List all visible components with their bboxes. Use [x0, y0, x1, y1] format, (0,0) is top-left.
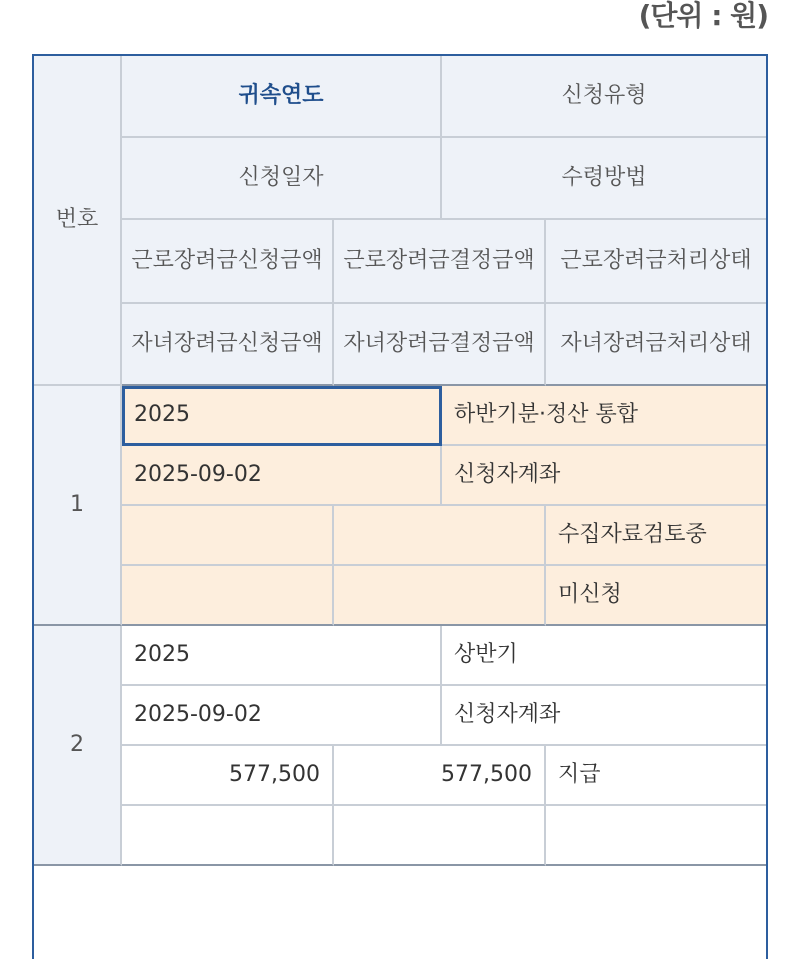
- header-number: 번호: [34, 56, 122, 386]
- row-receive-method-cell[interactable]: 신청자계좌: [442, 446, 766, 506]
- row-work-apply-amount-cell[interactable]: [122, 506, 334, 566]
- table-row-number: 1: [34, 386, 122, 626]
- row-work-decided-amount-cell[interactable]: [334, 506, 546, 566]
- header-apply-type: 신청유형: [442, 56, 766, 138]
- row-child-apply-amount-cell[interactable]: [122, 566, 334, 626]
- header-work-apply-amount-text: 근로장려금신청금액: [131, 248, 323, 273]
- header-apply-date: 신청일자: [122, 138, 442, 220]
- header-work-status-text: 근로장려금처리상태: [560, 248, 752, 273]
- row-receive-method-cell[interactable]: 신청자계좌: [442, 686, 766, 746]
- row-work-status-cell[interactable]: 지급: [546, 746, 766, 806]
- row-apply-type-cell[interactable]: 상반기: [442, 626, 766, 686]
- refund-application-table: [32, 54, 768, 959]
- header-child-decided-amount: [334, 304, 546, 386]
- row-child-apply-amount-cell[interactable]: [122, 806, 334, 866]
- header-work-apply-amount: [122, 220, 334, 304]
- row-work-status-cell[interactable]: 수집자료검토중: [546, 506, 766, 566]
- header-child-status: [546, 304, 766, 386]
- header-work-decided-amount-text: 근로장려금결정금액: [343, 248, 535, 273]
- header-year[interactable]: 귀속연도: [122, 56, 442, 138]
- row-work-decided-amount-cell[interactable]: 577,500: [334, 746, 546, 806]
- header-child-apply-amount: [122, 304, 334, 386]
- row-child-status-cell[interactable]: [546, 806, 766, 866]
- header-child-apply-amount-text: 자녀장려금신청금액: [131, 331, 323, 356]
- unit-label: (단위 : 원): [638, 0, 768, 32]
- row-apply-date-cell[interactable]: 2025-09-02: [122, 686, 442, 746]
- row-apply-type-cell[interactable]: 하반기분·정산 통합: [442, 386, 766, 446]
- row-year-cell[interactable]: 2025: [122, 386, 442, 446]
- header-child-status-text: 자녀장려금처리상태: [560, 331, 752, 356]
- row-year-cell[interactable]: 2025: [122, 626, 442, 686]
- header-receive-method: 수령방법: [442, 138, 766, 220]
- row-child-decided-amount-cell[interactable]: [334, 566, 546, 626]
- table-row-number: 2: [34, 626, 122, 866]
- header-work-status: [546, 220, 766, 304]
- header-work-decided-amount: [334, 220, 546, 304]
- header-child-decided-amount-text: 자녀장려금결정금액: [343, 331, 535, 356]
- row-work-apply-amount-cell[interactable]: 577,500: [122, 746, 334, 806]
- row-child-status-cell[interactable]: 미신청: [546, 566, 766, 626]
- row-child-decided-amount-cell[interactable]: [334, 806, 546, 866]
- row-apply-date-cell[interactable]: 2025-09-02: [122, 446, 442, 506]
